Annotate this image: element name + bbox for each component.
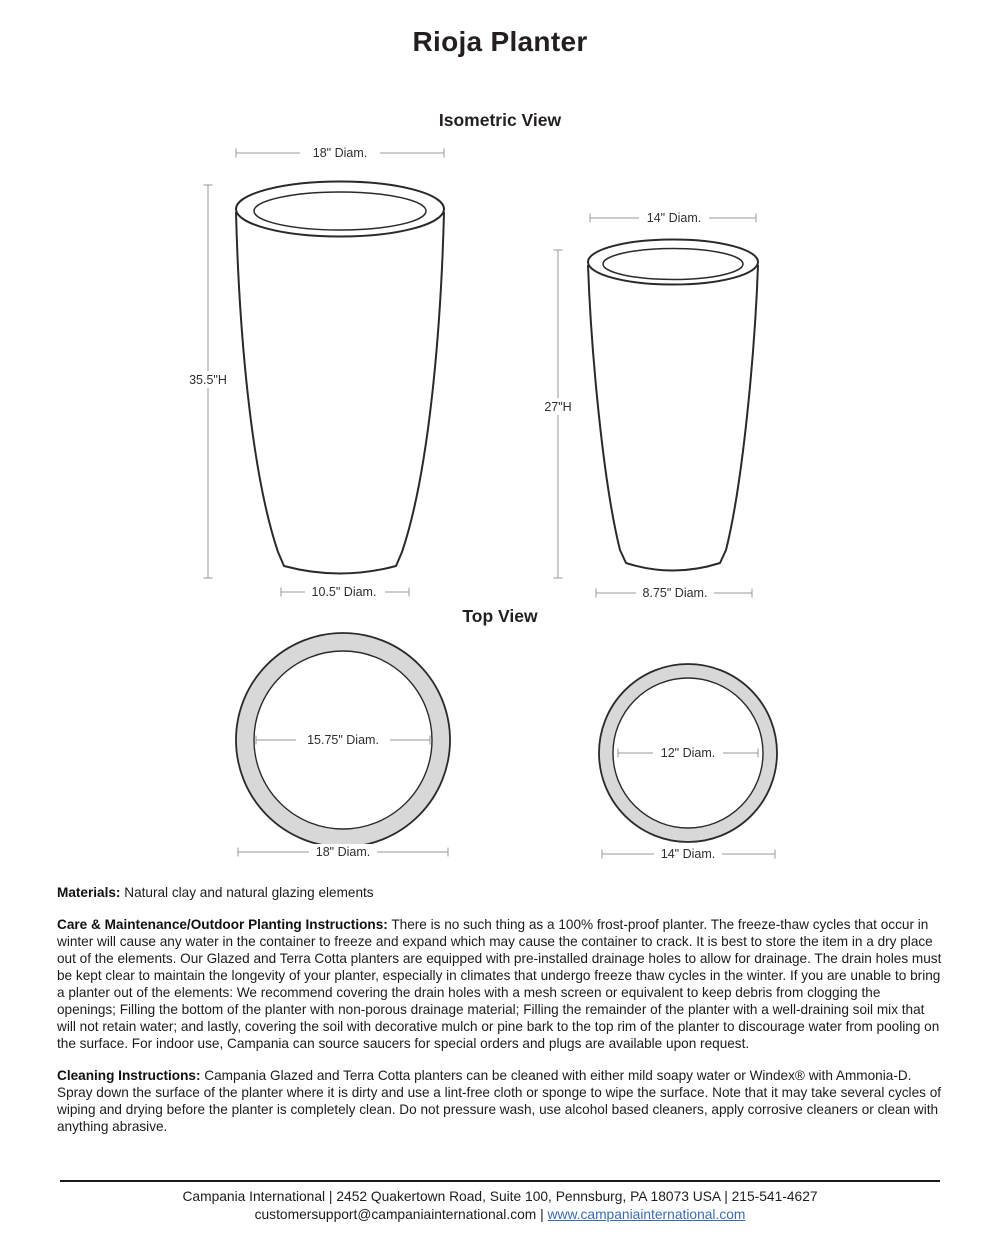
isometric-view-heading: Isometric View (438, 110, 562, 130)
materials-text: Natural clay and natural glazing elements (120, 885, 374, 900)
large-inner-diameter-label: 15.75" Diam. (307, 733, 379, 747)
large-planter-top-view (236, 633, 450, 860)
care-label: Care & Maintenance/Outdoor Planting Instructions: (57, 917, 388, 932)
footer-email: customersupport@campaniainternational.com (254, 1207, 537, 1222)
footer-separator: | (536, 1207, 548, 1222)
large-bottom-diameter-label: 10.5" Diam. (311, 585, 377, 599)
materials-paragraph (57, 884, 943, 901)
large-planter-rim-outer (236, 182, 444, 237)
small-planter-isometric (535, 210, 758, 601)
large-outer-diameter-label: 18" Diam. (315, 845, 371, 859)
small-planter-body-outline (588, 265, 758, 571)
footer-website-link[interactable]: www.campaniainternational.com (547, 1207, 746, 1222)
small-inner-diameter-label: 12" Diam. (660, 746, 716, 760)
small-height-label: 27"H (544, 400, 572, 414)
care-text: There is no such thing as a 100% frost-proof planter. The freeze-thaw cycles that occur in winter will cause any water in the container to freeze and expand which may cause the container to crack. It is best to store the item in a dry place out of the elements. Our Glazed and Terra Cotta planters are equipped with pre-installed drainage holes to allow for drainage. The drain holes must be kept clear to maintain the longevity of your planter, especially in climates that undergo freeze thaw cycles in the winter. If you are unable to bring a planter out of the elements: We recommend covering the drain holes with a mesh screen or equivalent to keep debris from clogging the openings; Filling the bottom of the planter with non-porous drainage material; Filling the remainder of the planter with a well-draining soil mix that will not retain water; and lastly, covering the soil with decorative mulch or pine bark to the top rim of the planter to discourage water from pooling on the surface. For indoor use, Campania can source saucers for special orders and plugs are available upon request. (57, 917, 942, 1051)
footer-contact (0, 1206, 1000, 1224)
small-top-diameter-label: 14" Diam. (646, 211, 702, 225)
large-height-label: 35.5"H (189, 373, 227, 387)
large-top-diameter-label: 18" Diam. (312, 146, 368, 160)
small-planter-top-view (599, 664, 777, 862)
cleaning-paragraph (57, 1067, 943, 1135)
top-view-heading: Top View (462, 606, 538, 626)
care-paragraph (57, 916, 943, 1052)
small-bottom-diameter-label: 8.75" Diam. (642, 586, 708, 600)
large-planter-body-outline (236, 212, 444, 574)
small-planter-rim-outer (588, 240, 758, 285)
large-planter-isometric (181, 145, 444, 600)
cleaning-text: Campania Glazed and Terra Cotta planters can be cleaned with either mild soapy water or Windex® with Ammonia-D. Spray down the surface of the planter where it is dirty and use a lint-free cloth or sponge to wipe the surface. Note that it may take several cycles of wiping and drying before the planter is completely clean. Do not pressure wash, use alcohol based cleaners, apply corrosive cleaners or clean with anything abrasive. (57, 1068, 942, 1134)
instructions-section (57, 884, 943, 1150)
cleaning-label: Cleaning Instructions: (57, 1068, 201, 1083)
footer-address: Campania International | 2452 Quakertown Road, Suite 100, Pennsburg, PA 18073 USA | 215-541-4627 (182, 1189, 818, 1204)
page-title: Rioja Planter (412, 26, 588, 57)
materials-label: Materials: (57, 885, 121, 900)
small-outer-diameter-label: 14" Diam. (660, 847, 716, 861)
footer-divider (60, 1180, 940, 1182)
